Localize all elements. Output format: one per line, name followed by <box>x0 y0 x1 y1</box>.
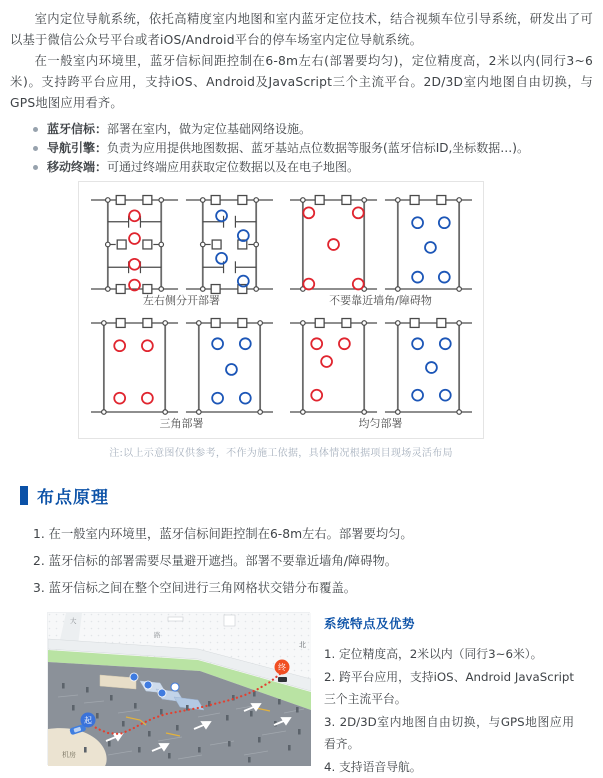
bullet-dot-icon <box>33 146 38 151</box>
diagram-room <box>286 192 475 315</box>
parking-map-image <box>47 612 310 765</box>
deployment-diagram-panel <box>78 181 484 439</box>
list-item: 3. 2D/3D室内地图自由切换，与GPS地图应用看齐。 <box>324 711 574 756</box>
section-bar-icon <box>20 486 28 505</box>
list-item: 3. 蓝牙信标之间在整个空间进行三角网格状交错分布覆盖。 <box>33 575 603 602</box>
map-road-label: 路 <box>154 630 161 639</box>
map-road-label: 大 <box>70 616 77 625</box>
section-header <box>20 483 603 508</box>
diagram-figure <box>290 315 472 418</box>
intro-section <box>0 0 603 177</box>
bullet-label: 蓝牙信标： <box>47 120 107 139</box>
intro-bullets <box>33 120 593 177</box>
section-title: 布点原理 <box>37 483 109 508</box>
bullet-label: 导航引擎： <box>47 139 107 158</box>
diagram-caption: 不要靠近墙角/障碍物 <box>286 292 475 308</box>
diagram-figure <box>290 192 472 295</box>
bullet-text: 可通过终端应用获取定位数据以及在电子地图。 <box>107 158 359 177</box>
bullet-label: 移动终端： <box>47 158 107 177</box>
bullet-dot-icon <box>33 127 38 132</box>
diagram-caption: 三角部署 <box>87 415 276 431</box>
diagram-caption: 左右侧分开部署 <box>87 292 276 308</box>
list-item: 1. 定位精度高，2米以内（同行3~6米）。 <box>324 643 574 666</box>
diagram-note: 注:以上示意图仅供参考，不作为施工依据，具体情况根据项目现场灵活布局 <box>78 444 484 459</box>
diagram-room <box>286 315 475 438</box>
svg-text:起: 起 <box>84 715 92 725</box>
principles-list <box>33 521 603 602</box>
map-north-label: 北 <box>299 640 306 649</box>
diagram-caption: 均匀部署 <box>286 415 475 431</box>
bottom-section <box>47 612 603 778</box>
intro-paragraphs <box>10 9 593 114</box>
bullet-dot-icon <box>33 165 38 170</box>
map-layer-control <box>224 615 235 626</box>
map-start-marker <box>81 713 96 728</box>
features-section <box>324 612 574 778</box>
diagram-corridor <box>87 192 276 315</box>
list-item: 4. 支持语音导航。 <box>324 756 574 778</box>
list-item: 1. 在一般室内环境里，蓝牙信标间距控制在6-8m左右。部署要均匀。 <box>33 521 603 548</box>
diagram-figure <box>91 315 273 418</box>
map-room-label: 机房 <box>62 750 76 759</box>
map-minus-control <box>168 617 183 621</box>
intro-paragraph: 室内定位导航系统，依托高精度室内地图和室内蓝牙定位技术，结合视频车位引导系统，研发出了可以基于微信公众号平台或者iOS/Android平台的停车场室内定位导航系统。 <box>10 9 593 51</box>
diagram-room <box>87 315 276 438</box>
features-list <box>324 643 574 778</box>
svg-text:终: 终 <box>278 662 286 672</box>
features-title: 系统特点及优势 <box>324 614 574 632</box>
intro-paragraph: 在一般室内环境里，蓝牙信标间距控制在6-8m左右(部署要均匀)，定位精度高，2米以内(同行3~6米)。支持跨平台应用，支持iOS、Android及JavaScript三个主流平台。2D/3D室内地图自由切换，与GPS地图应用看齐。 <box>10 51 593 114</box>
map-figure <box>48 613 311 766</box>
diagram-figure <box>91 192 273 295</box>
bullet-text: 部署在室内，做为定位基础网络设施。 <box>107 120 311 139</box>
diagram-grid <box>87 192 475 438</box>
bullet-item <box>33 139 593 158</box>
bullet-item <box>33 158 593 177</box>
list-item: 2. 蓝牙信标的部署需要尽量避开遮挡。部署不要靠近墙角/障碍物。 <box>33 548 603 575</box>
bullet-text: 负责为应用提供地图数据、蓝牙基站点位数据等服务(蓝牙信标ID,坐标数据…)。 <box>107 139 529 158</box>
list-item: 2. 跨平台应用，支持iOS、Android JavaScript三个主流平台。 <box>324 666 574 711</box>
bullet-item <box>33 120 593 139</box>
